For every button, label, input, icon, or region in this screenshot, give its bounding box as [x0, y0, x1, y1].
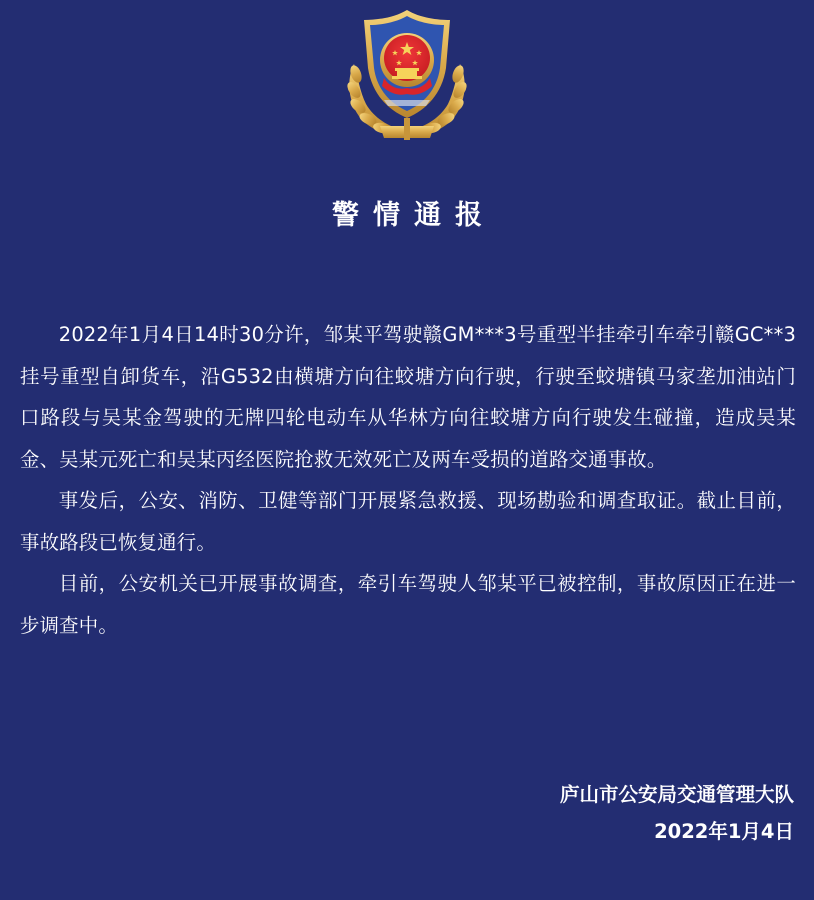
- issue-date: 2022年1月4日: [654, 820, 794, 843]
- paragraph-investigation: 目前，公安机关已开展事故调查，牵引车驾驶人邹某平已被控制，事故原因正在进一步调查中。: [20, 572, 796, 637]
- paragraph-response: 事发后，公安、消防、卫健等部门开展紧急救援、现场勘验和调查取证。截止目前，事故路段已恢复通行。: [20, 489, 796, 554]
- notice-body: [20, 314, 796, 646]
- issuer: 庐山市公安局交通管理大队: [559, 783, 794, 806]
- signature-block: [560, 776, 794, 850]
- paragraph-incident: 2022年1月4日14时30分许，邹某平驾驶赣GM***3号重型半挂牵引车牵引赣GC**3挂号重型自卸货车，沿G532由横塘方向往蛟塘方向行驶，行驶至蛟塘镇马家垄加油站门口路段与吴某金驾驶的无牌四轮电动车从华林方向往蛟塘方向行驶发生碰撞，造成吴某金、吴某元死亡和吴某丙经医院抢救无效死亡及两车受损的道路交通事故。: [20, 323, 796, 471]
- page-title: 警情通报: [332, 200, 496, 231]
- police-badge-icon: [340, 8, 474, 142]
